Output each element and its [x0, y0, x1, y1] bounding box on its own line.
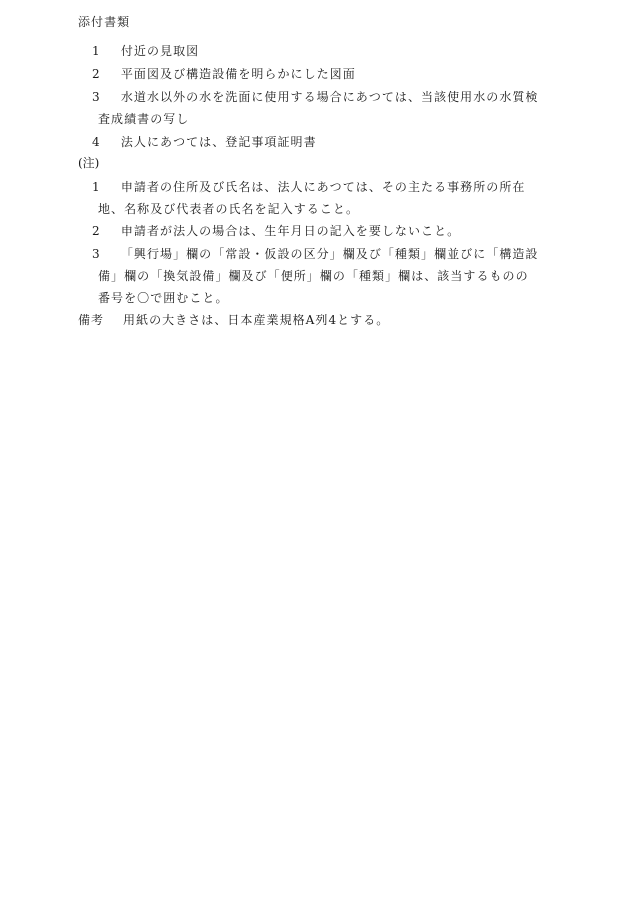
item-text: 申請者の住所及び氏名は、法人にあつては、その主たる事務所の所在 [120, 180, 526, 194]
item-number: 1 [92, 44, 101, 58]
item-text: 「興行場」欄の「常設・仮設の区分」欄及び「種類」欄並びに「構造設 [120, 247, 539, 261]
note-item-1-continuation: 地、名称及び代表者の氏名を記入すること。 [98, 202, 360, 216]
item-text: 法人にあつては、登記事項証明書 [120, 135, 317, 149]
note-item-3-continuation-2: 番号を〇で囲むこと。 [98, 291, 229, 305]
item-number: 1 [92, 180, 101, 194]
attachments-heading: 添付書類 [78, 15, 131, 29]
item-text: 平面図及び構造設備を明らかにした図面 [120, 67, 356, 81]
item-number: 2 [92, 67, 101, 81]
remarks-label: 備考 [78, 313, 105, 327]
attachment-item-1 [92, 44, 199, 58]
remarks-text: 用紙の大きさは、日本産業規格A列4とする。 [122, 313, 390, 327]
notes-heading: (注) [78, 156, 100, 170]
item-number: 3 [92, 90, 101, 104]
note-item-3-continuation-1: 備」欄の「換気設備」欄及び「便所」欄の「種類」欄は、該当するものの [98, 269, 529, 283]
note-item-3 [92, 247, 538, 261]
remarks [78, 313, 389, 327]
item-number: 2 [92, 224, 101, 238]
attachment-item-4 [92, 135, 317, 149]
attachment-item-2 [92, 67, 356, 81]
note-item-2 [92, 224, 460, 238]
attachment-item-3 [92, 90, 538, 104]
note-item-1 [92, 180, 525, 194]
attachment-item-3-continuation: 査成績書の写し [98, 112, 190, 126]
item-number: 4 [92, 135, 101, 149]
item-text: 付近の見取図 [120, 44, 200, 58]
item-text: 申請者が法人の場合は、生年月日の記入を要しないこと。 [120, 224, 461, 238]
item-number: 3 [92, 247, 101, 261]
item-text: 水道水以外の水を洗面に使用する場合にあつては、当該使用水の水質検 [120, 90, 539, 104]
